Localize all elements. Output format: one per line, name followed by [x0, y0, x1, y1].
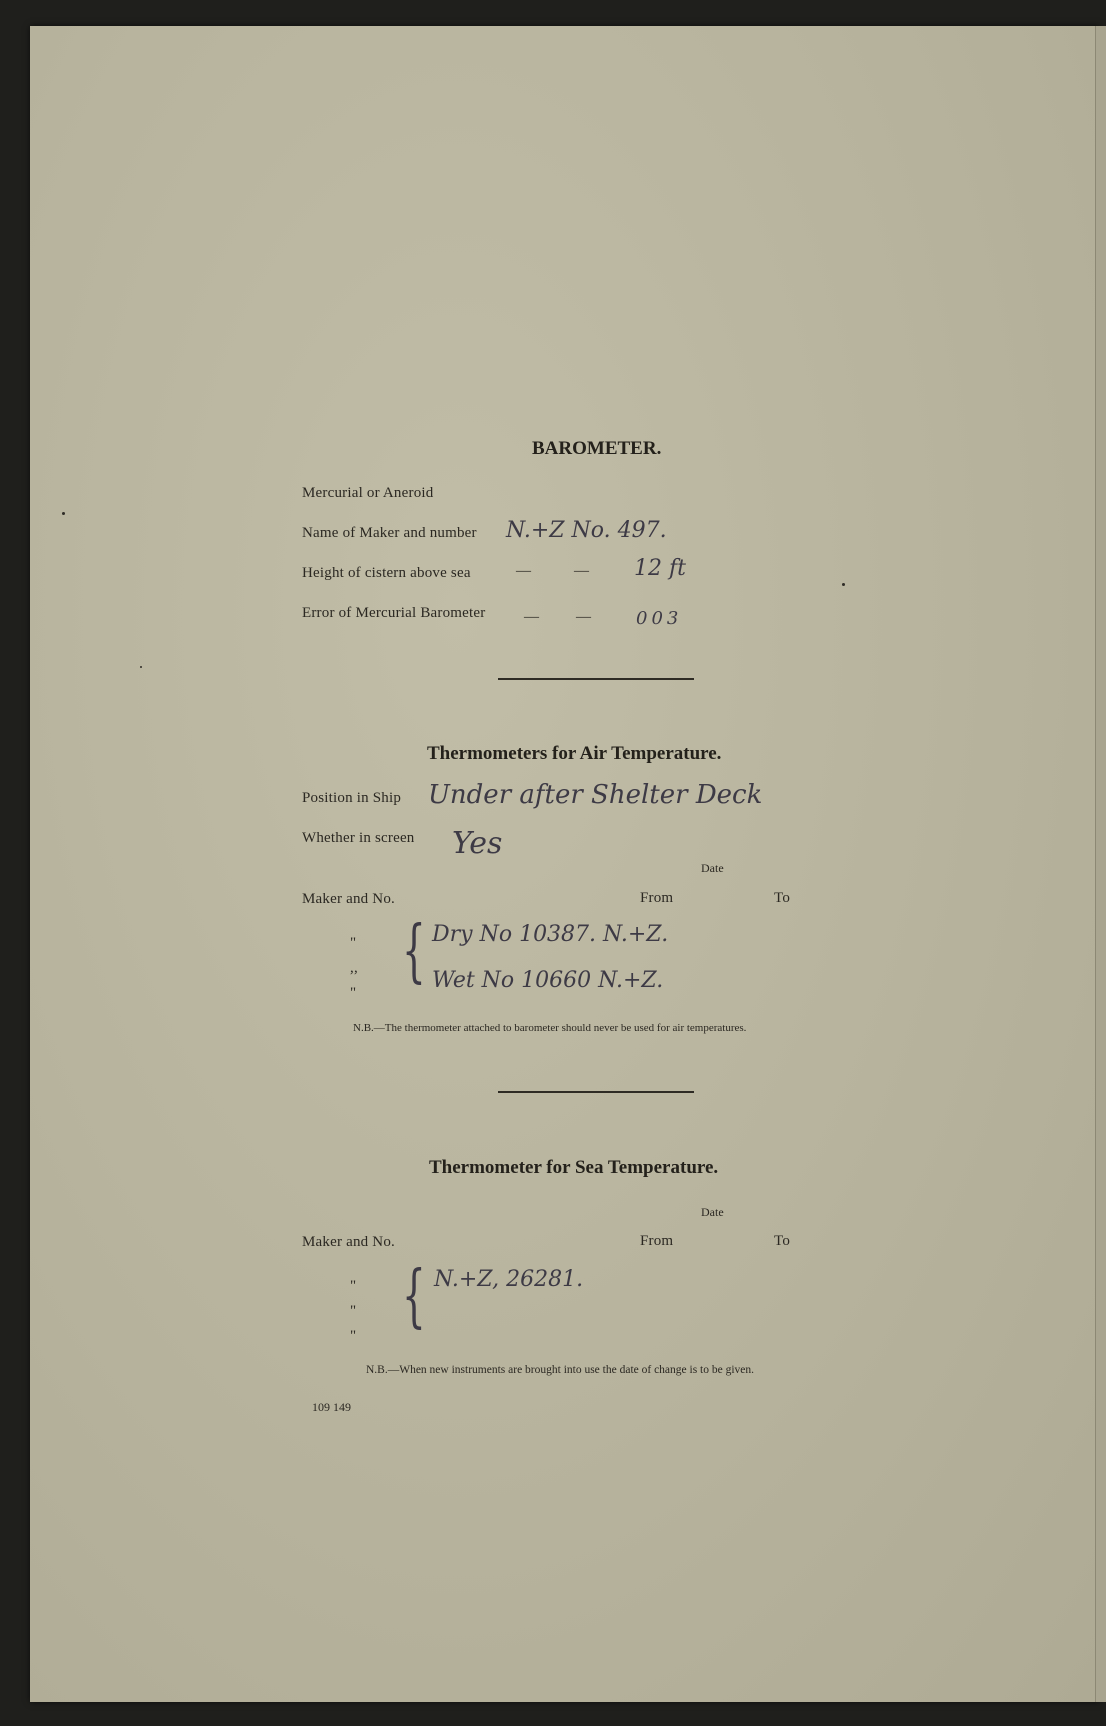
- to-label: To: [774, 890, 791, 906]
- sea-temperature-heading: Thermometer for Sea Temperature.: [429, 1157, 719, 1178]
- form-page: [30, 26, 1100, 1702]
- mercurial-error-label: Error of Mercurial Barometer: [302, 605, 486, 621]
- section-divider: [498, 678, 694, 680]
- air-thermometer-note: N.B.—The thermometer attached to barometer should never be used for air temperatures.: [353, 1022, 747, 1034]
- brace: {: [402, 912, 426, 991]
- whether-in-screen-label: Whether in screen: [302, 830, 415, 846]
- paper-speck: [140, 666, 142, 668]
- date-label: Date: [701, 1205, 724, 1219]
- dry-thermometer-value: Dry No 10387. N.+Z.: [432, 922, 669, 947]
- paper-speck: [842, 583, 845, 586]
- paper-speck: [62, 512, 65, 515]
- from-label: From: [640, 1233, 674, 1249]
- form-number: 109 149: [312, 1400, 351, 1414]
- barometer-heading: BAROMETER.: [532, 438, 662, 459]
- maker-number-value: N.+Z No. 497.: [506, 518, 667, 543]
- cistern-height-value: 12 ft: [634, 556, 686, 581]
- new-instruments-note: N.B.—When new instruments are brought into use the date of change is to be given.: [366, 1364, 755, 1376]
- maker-and-no-label: Maker and No.: [302, 891, 395, 907]
- from-label: From: [640, 890, 674, 906]
- wet-thermometer-value: Wet No 10660 N.+Z.: [432, 968, 664, 993]
- air-temperature-heading: Thermometers for Air Temperature.: [427, 743, 722, 764]
- cistern-height-label: Height of cistern above sea: [302, 565, 471, 581]
- mercurial-error-value: 003: [636, 608, 683, 629]
- section-divider: [498, 1091, 694, 1093]
- ditto-mark: ": [350, 1328, 357, 1344]
- mercurial-error-dash: —: [576, 609, 591, 625]
- maker-and-no-label: Maker and No.: [302, 1234, 395, 1250]
- date-label: Date: [701, 861, 724, 875]
- position-in-ship-value: Under after Shelter Deck: [428, 780, 763, 810]
- cistern-height-dash: —: [574, 563, 589, 579]
- ditto-mark: ": [350, 985, 357, 1001]
- position-in-ship-label: Position in Ship: [302, 790, 402, 806]
- ditto-mark: ,,: [350, 960, 358, 976]
- mercurial-or-aneroid-label: Mercurial or Aneroid: [302, 485, 434, 501]
- ditto-mark: ": [350, 935, 357, 951]
- sea-thermometer-value: N.+Z, 26281.: [434, 1267, 584, 1292]
- brace: {: [402, 1257, 426, 1336]
- ditto-mark: ": [350, 1278, 357, 1294]
- whether-in-screen-value: Yes: [452, 826, 503, 861]
- maker-number-label: Name of Maker and number: [302, 525, 477, 541]
- cistern-height-dash: —: [516, 563, 531, 579]
- next-page-edge: [1095, 26, 1106, 1702]
- to-label: To: [774, 1233, 791, 1249]
- mercurial-error-dash: —: [524, 609, 539, 625]
- ditto-mark: ": [350, 1303, 357, 1319]
